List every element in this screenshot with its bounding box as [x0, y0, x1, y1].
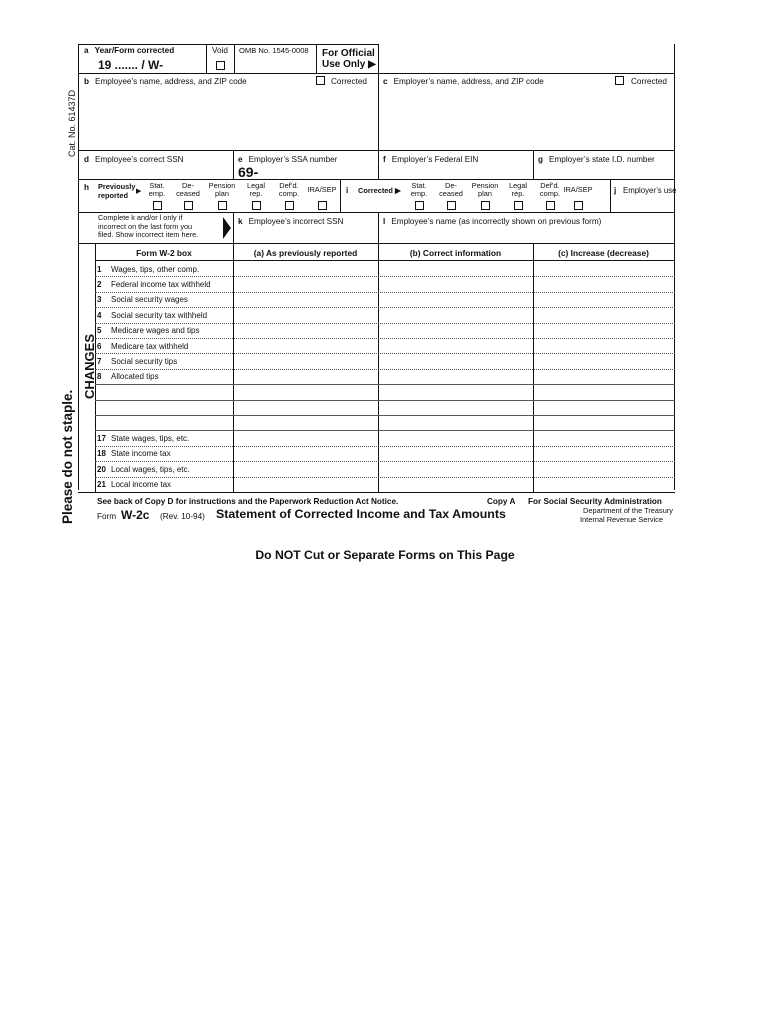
table-row	[97, 480, 171, 489]
box-e-letter: e	[238, 155, 243, 164]
box-b-label: Employee’s name, address, and ZIP code	[95, 77, 247, 86]
check-label-line2: plan	[215, 189, 229, 198]
row-box-label: Social security tax withheld	[111, 310, 208, 320]
row-box-number: 3	[97, 295, 102, 305]
row-blank10-col-c-field[interactable]	[534, 416, 673, 429]
box-f-letter: f	[383, 155, 386, 164]
check-label-line1: Legal	[246, 181, 266, 190]
box-d-label: Employee’s correct SSN	[95, 155, 184, 164]
row-blank8-col-a-field[interactable]	[234, 385, 377, 398]
row-blank10-col-a-field[interactable]	[234, 416, 377, 429]
table-row	[97, 357, 177, 366]
row-17-col-c-field[interactable]	[534, 431, 673, 444]
row-7-col-a-field[interactable]	[234, 354, 377, 367]
row-box-label: Local income tax	[111, 480, 172, 490]
check-label-line2: rep.	[249, 189, 263, 198]
box-d-letter: d	[84, 155, 90, 164]
row-5-col-a-field[interactable]	[234, 324, 377, 337]
form-title: Statement of Corrected Income and Tax Amounts	[216, 507, 506, 521]
prev-ira-label	[302, 186, 342, 194]
employee-corrected-label: Corrected	[331, 77, 367, 86]
row-6-col-c-field[interactable]	[534, 339, 673, 352]
row-6-col-b-field[interactable]	[379, 339, 532, 352]
row-1-col-b-field[interactable]	[379, 262, 532, 275]
official-use-label: For Official	[322, 48, 375, 59]
row-4-col-a-field[interactable]	[234, 308, 377, 321]
complete-note-3: filed. Show incorrect item here.	[98, 230, 199, 240]
void-checkbox[interactable]	[216, 61, 225, 70]
row-4-col-b-field[interactable]	[379, 308, 532, 321]
row-2-col-a-field[interactable]	[234, 277, 377, 290]
table-row	[97, 295, 188, 304]
row-7-col-c-field[interactable]	[534, 354, 673, 367]
check-label-line2: comp.	[278, 189, 300, 198]
box-h-label-1: Previously	[98, 182, 136, 191]
official-use-label-2: Use Only ▶	[322, 59, 376, 70]
col-header-c: (c) Increase (decrease)	[558, 248, 649, 258]
row-3-col-c-field[interactable]	[534, 293, 673, 306]
row-4-col-c-field[interactable]	[534, 308, 673, 321]
row-8-col-b-field[interactable]	[379, 370, 532, 383]
box-j-letter: j	[614, 186, 617, 195]
row-18-col-b-field[interactable]	[379, 447, 532, 460]
check-label-line2: plan	[478, 189, 492, 198]
table-row	[97, 449, 171, 458]
row-blank9-col-b-field[interactable]	[379, 401, 532, 414]
row-box-label: State income tax	[111, 449, 171, 459]
dept-treasury: Department of the Treasury	[583, 506, 673, 515]
check-label-line2: ceased	[176, 189, 200, 198]
row-box-label: Wages, tips, other comp.	[111, 264, 200, 274]
table-row	[97, 419, 111, 428]
check-label-line2: rep.	[511, 189, 525, 198]
copy-label: Copy A	[487, 497, 516, 506]
col-header-box: Form W-2 box	[136, 248, 192, 258]
pointer-arrow-icon	[223, 217, 231, 239]
check-label-line1: De-	[182, 181, 194, 190]
table-row	[97, 403, 111, 412]
employer-corrected-checkbox[interactable]	[615, 76, 624, 85]
box-i-letter: i	[346, 186, 349, 195]
row-18-col-a-field[interactable]	[234, 447, 377, 460]
box-a-value[interactable]: 19 ....... / W-	[98, 58, 164, 72]
page-note: Do NOT Cut or Separate Forms on This Page	[255, 548, 515, 562]
row-20-col-a-field[interactable]	[234, 462, 377, 475]
row-blank8-col-b-field[interactable]	[379, 385, 532, 398]
omb-number: OMB No. 1545-0008	[239, 46, 309, 55]
check-label-line1: IRA/SEP	[307, 185, 337, 194]
form-word: Form	[97, 512, 117, 521]
box-i-label: Corrected ▶	[358, 186, 401, 195]
box-h-letter: h	[84, 183, 90, 192]
col-header-b: (b) Correct information	[409, 248, 502, 258]
row-1-col-c-field[interactable]	[534, 262, 673, 275]
row-box-label: State wages, tips, etc.	[111, 433, 190, 443]
row-box-number: 7	[97, 356, 102, 366]
box-e-value[interactable]: 69-	[238, 164, 259, 180]
row-box-number: 17	[97, 433, 106, 443]
check-label-line2: ceased	[439, 189, 463, 198]
table-row	[97, 372, 159, 381]
row-5-col-b-field[interactable]	[379, 324, 532, 337]
row-blank10-col-b-field[interactable]	[379, 416, 532, 429]
changes-label: CHANGES	[82, 333, 97, 399]
box-h-label-2: reported	[98, 190, 128, 200]
row-17-col-b-field[interactable]	[379, 431, 532, 444]
row-box-label: Medicare tax withheld	[111, 341, 189, 351]
box-g-letter: g	[538, 155, 544, 164]
corr-leg1-checkbox[interactable]	[514, 201, 523, 210]
box-j-label: Employer’s use	[623, 186, 677, 195]
row-box-label: Federal income tax withheld	[111, 279, 211, 289]
table-row	[97, 465, 190, 474]
row-21-col-b-field[interactable]	[379, 478, 532, 491]
complete-note-1: Complete k and/or l only if	[98, 213, 183, 222]
box-l-label: Employee’s name (as incorrectly shown on previous form)	[391, 217, 602, 226]
corr-def1-checkbox[interactable]	[546, 201, 555, 210]
check-label-line1: De-	[445, 181, 457, 190]
row-box-number: 6	[97, 341, 102, 351]
check-label-line1: IRA/SEP	[563, 185, 593, 194]
corr-ira-label	[558, 186, 598, 194]
prev-def1-checkbox[interactable]	[285, 201, 294, 210]
table-row	[97, 342, 188, 351]
check-label-line1: Legal	[508, 181, 528, 190]
table-row	[97, 311, 207, 320]
row-18-col-c-field[interactable]	[534, 447, 673, 460]
prev-leg1-checkbox[interactable]	[252, 201, 261, 210]
box-c-label: Employer’s name, address, and ZIP code	[393, 77, 544, 86]
do-not-staple-notice: Please do not staple.	[60, 389, 75, 524]
row-7-col-b-field[interactable]	[379, 354, 532, 367]
row-3-col-b-field[interactable]	[379, 293, 532, 306]
box-k-letter: k	[238, 217, 243, 226]
copy-for-label: For Social Security Administration	[528, 497, 662, 506]
employer-corrected-label: Corrected	[631, 77, 667, 86]
prev-dec1-checkbox[interactable]	[184, 201, 193, 210]
table-row	[97, 265, 199, 274]
row-8-col-c-field[interactable]	[534, 370, 673, 383]
box-g-label: Employer’s state I.D. number	[549, 155, 655, 164]
row-box-label: Medicare wages and tips	[111, 326, 200, 336]
row-20-col-c-field[interactable]	[534, 462, 673, 475]
row-box-number: 4	[97, 310, 102, 320]
row-box-label: Social security wages	[111, 295, 188, 305]
row-21-col-c-field[interactable]	[534, 478, 673, 491]
box-l-letter: l	[383, 217, 386, 226]
box-a-letter: a	[84, 46, 89, 55]
row-box-label: Allocated tips	[111, 372, 159, 382]
corr-stat1-checkbox[interactable]	[415, 201, 424, 210]
irs-label: Internal Revenue Service	[580, 515, 663, 524]
corr-ira-checkbox[interactable]	[574, 201, 583, 210]
check-label-line2: comp.	[539, 189, 561, 198]
check-label-line1: Pension	[208, 181, 236, 190]
row-8-col-a-field[interactable]	[234, 370, 377, 383]
check-label-line1: Def’d.	[540, 181, 560, 190]
table-row	[97, 326, 200, 335]
prev-pen1-checkbox[interactable]	[218, 201, 227, 210]
employee-corrected-checkbox[interactable]	[316, 76, 325, 85]
row-5-col-c-field[interactable]	[534, 324, 673, 337]
row-box-label: Local wages, tips, etc.	[111, 464, 190, 474]
check-label-line1: Stat.	[411, 181, 427, 190]
arrow-icon: ▶	[136, 188, 142, 195]
row-20-col-b-field[interactable]	[379, 462, 532, 475]
box-c-letter: c	[383, 77, 388, 86]
row-blank9-col-c-field[interactable]	[534, 401, 673, 414]
box-a-label: Year/Form corrected	[94, 46, 175, 55]
box-k-label: Employee’s incorrect SSN	[248, 217, 344, 226]
box-f-label: Employer’s Federal EIN	[391, 155, 479, 164]
row-box-number: 8	[97, 372, 102, 382]
form-name: W-2c	[121, 508, 150, 522]
check-label-line1: Stat.	[149, 181, 165, 190]
box-b-letter: b	[84, 77, 90, 86]
row-2-col-b-field[interactable]	[379, 277, 532, 290]
row-box-number: 2	[97, 279, 102, 289]
row-17-col-a-field[interactable]	[234, 431, 377, 444]
row-box-label: Social security tips	[111, 356, 178, 366]
row-box-number: 5	[97, 326, 102, 336]
complete-note-2: incorrect on the last form you	[98, 221, 193, 231]
table-row	[97, 434, 189, 443]
row-blank9-col-a-field[interactable]	[234, 401, 377, 414]
prev-stat1-checkbox[interactable]	[153, 201, 162, 210]
void-label: Void	[212, 46, 228, 55]
row-box-number: 21	[97, 480, 106, 490]
row-1-col-a-field[interactable]	[234, 262, 377, 275]
check-label-line1: Pension	[471, 181, 499, 190]
footer-note: See back of Copy D for instructions and the Paperwork Reduction Act Notice.	[97, 497, 399, 506]
table-row	[97, 388, 111, 397]
box-e-label: Employer’s SSA number	[248, 155, 338, 164]
cat-number: Cat. No. 61437D	[67, 89, 77, 157]
row-2-col-c-field[interactable]	[534, 277, 673, 290]
corr-pen1-checkbox[interactable]	[481, 201, 490, 210]
col-header-a: (a) As previously reported	[253, 248, 358, 258]
corr-dec1-checkbox[interactable]	[447, 201, 456, 210]
prev-ira-checkbox[interactable]	[318, 201, 327, 210]
row-blank8-col-c-field[interactable]	[534, 385, 673, 398]
row-6-col-a-field[interactable]	[234, 339, 377, 352]
form-revision: (Rev. 10-94)	[160, 512, 205, 521]
row-21-col-a-field[interactable]	[234, 478, 377, 491]
table-row	[97, 280, 211, 289]
check-label-line2: emp.	[148, 189, 166, 198]
row-box-number: 20	[97, 464, 106, 474]
check-label-line1: Def’d.	[279, 181, 299, 190]
row-box-number: 18	[97, 449, 106, 459]
row-box-number: 1	[97, 264, 102, 274]
row-3-col-a-field[interactable]	[234, 293, 377, 306]
check-label-line2: emp.	[410, 189, 428, 198]
